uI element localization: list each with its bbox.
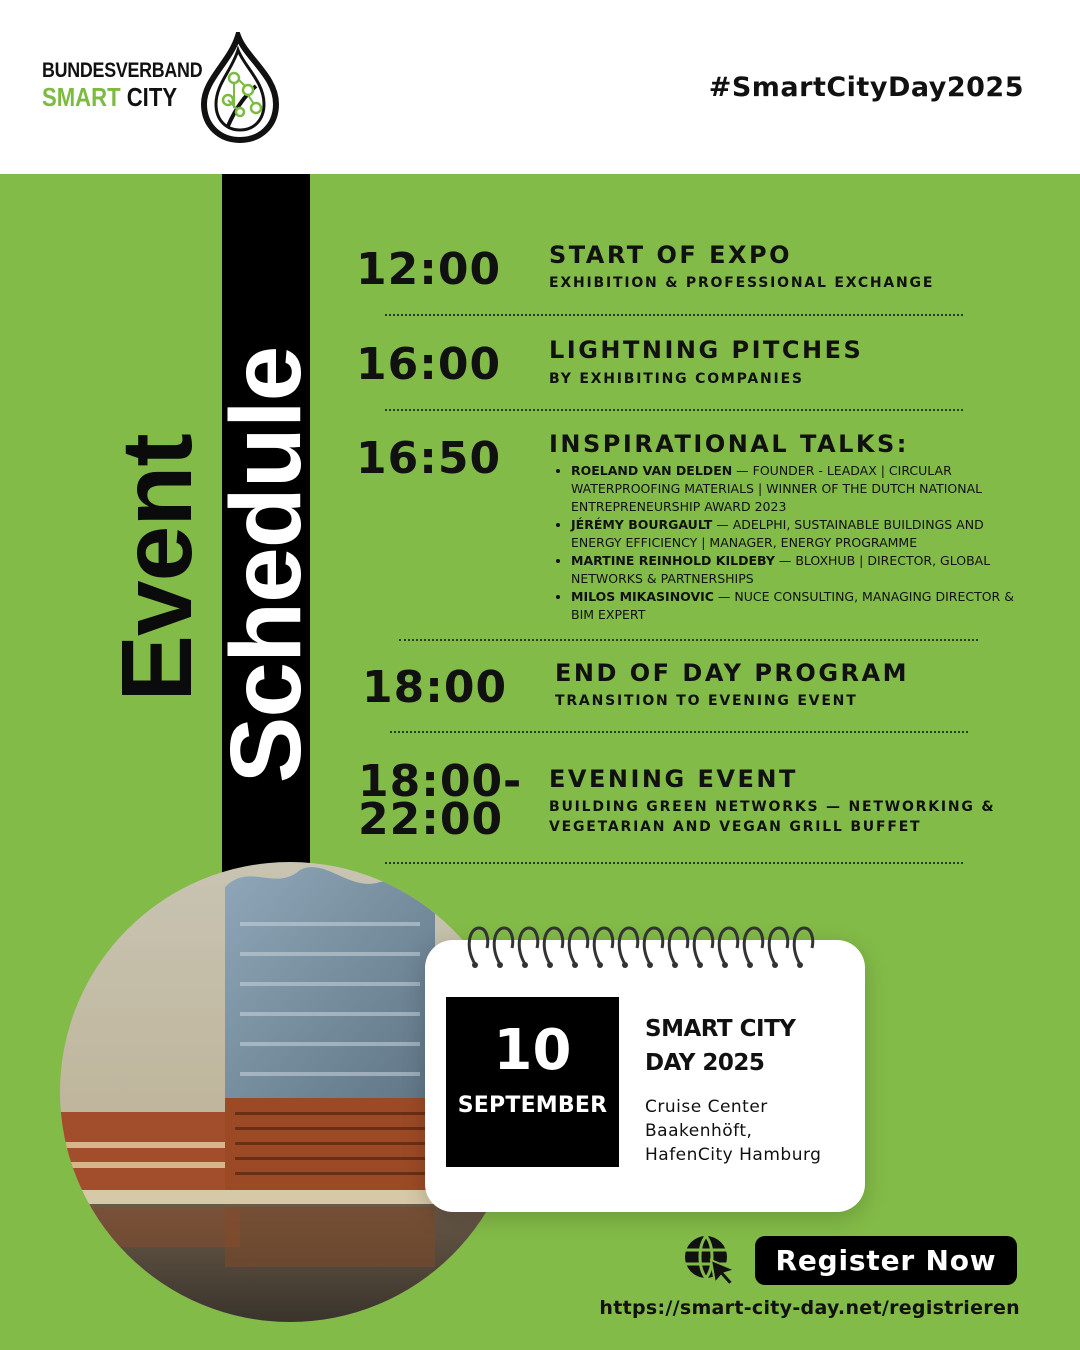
divider [385,409,963,411]
event-subtitle-4b: VEGETARIAN AND VEGAN GRILL BUFFET [549,819,922,835]
brand-logo-text [42,60,202,110]
brand-smart: SMART [42,82,121,112]
speaker-detail: — FOUNDER - LEADAX | CIRCULAR WATERPROOFING MATERIALS | WINNER OF THE DUTCH NATIONAL ENTREPRENEURSHIP AWARD 2023 [571,463,983,514]
brand-line2 [42,84,202,110]
event-name-line1: SMART CITY [645,1016,796,1042]
divider [399,639,978,641]
speaker-name: JÉRÉMY BOURGAULT [571,517,713,532]
register-button[interactable]: Register Now [755,1236,1017,1285]
time-1: 16:00 [356,339,502,390]
location-line3: HafenCity Hamburg [645,1145,822,1165]
date-box [446,997,619,1167]
divider [390,731,968,733]
speaker-list [555,462,1036,624]
event-title-3: END OF DAY PROGRAM [555,659,909,687]
event-name [645,1012,795,1080]
event-subtitle-1: BY EXHIBITING COMPANIES [549,371,804,387]
speaker-detail: — ADELPHI, SUSTAINABLE BUILDINGS AND ENERGY EFFICIENCY | MANAGER, ENERGY PROGRAMME [571,517,984,550]
leaf-drop-logo-icon [198,32,280,144]
event-location [645,1095,821,1167]
time-4-start: 18:00- [358,756,523,807]
location-line1: Cruise Center [645,1097,768,1117]
time-2: 16:50 [356,433,502,484]
hashtag: #SmartCityDay2025 [708,72,1024,103]
location-line2: Baakenhöft, [645,1121,753,1141]
brand-city: CITY [126,82,178,112]
event-title-0: START OF EXPO [549,241,793,269]
speaker-item [571,552,1036,588]
speaker-name: MARTINE REINHOLD KILDEBY [571,553,775,568]
globe-cursor-icon [681,1230,739,1288]
speaker-item [571,516,1036,552]
time-0: 12:00 [356,244,502,295]
date-day: 10 [493,1018,572,1083]
brand-line1: BUNDESVERBAND [42,59,203,82]
event-name-line2: DAY 2025 [645,1050,765,1076]
event-subtitle-0: EXHIBITION & PROFESSIONAL EXCHANGE [549,275,935,291]
speaker-item [571,462,1036,516]
date-month: SEPTEMBER [457,1093,608,1118]
speaker-detail: — BLOXHUB | DIRECTOR, GLOBAL NETWORKS & PARTNERSHIPS [571,553,991,586]
speaker-detail: — NUCE CONSULTING, MANAGING DIRECTOR & BIM EXPERT [571,589,1014,622]
speaker-name: MILOS MIKASINOVIC [571,589,714,604]
heading-schedule: Schedule [210,346,322,784]
speaker-name: ROELAND VAN DELDEN [571,463,733,478]
event-subtitle-3: TRANSITION TO EVENING EVENT [555,693,858,709]
divider [385,314,963,316]
event-title-4: EVENING EVENT [549,765,798,793]
event-title-1: LIGHTNING PITCHES [549,336,864,364]
speaker-item [571,588,1036,624]
event-title-2: INSPIRATIONAL TALKS: [549,430,909,458]
register-url-link[interactable]: https://smart-city-day.net/registrieren [599,1297,1020,1319]
header [0,0,1080,174]
calendar-rings-icon [465,918,825,970]
heading-event: Event [101,434,213,702]
time-4-end: 22:00 [358,794,504,845]
time-3: 18:00 [362,662,508,713]
divider [385,862,963,864]
event-subtitle-4a: BUILDING GREEN NETWORKS — NETWORKING & [549,799,996,815]
